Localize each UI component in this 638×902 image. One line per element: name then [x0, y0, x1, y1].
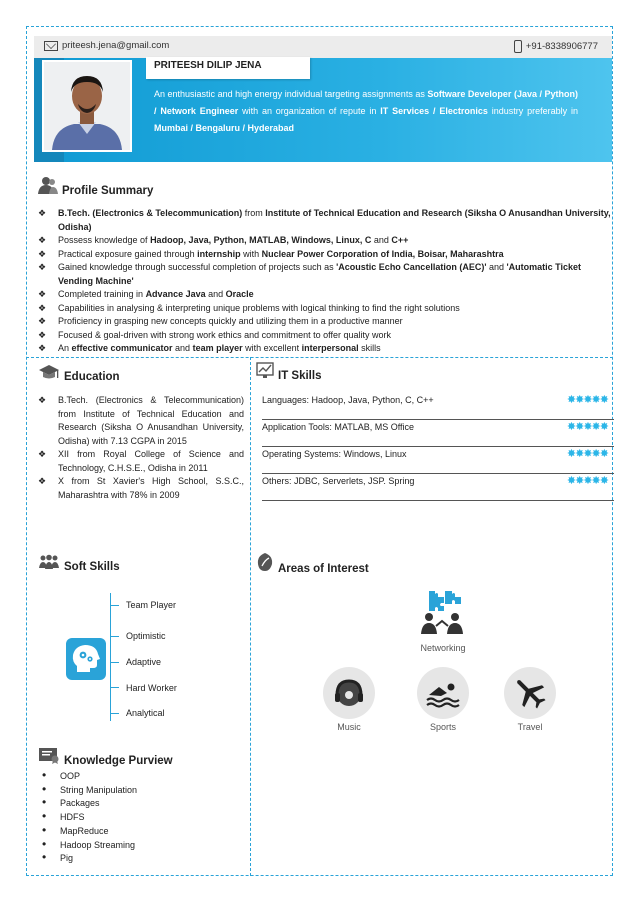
knowledge-item: • Pig: [40, 852, 137, 866]
graduation-cap-icon: [38, 364, 60, 383]
soft-skill-item: Team Player: [126, 600, 177, 610]
summary-item: ❖ B.Tech. (Electronics & Telecommunication) from Institute of Technical Education and Research (Siksha O Anusandhan University, Odisha): [36, 207, 618, 234]
skill-rating-stars: ✸✸✸✸✸: [566, 421, 608, 433]
mobile-phone-icon: [514, 40, 522, 53]
certificate-icon: [38, 747, 60, 767]
soft-skills-heading: [38, 554, 120, 573]
networking-icon: [416, 588, 468, 636]
skill-rating-stars: ✸✸✸✸✸: [566, 448, 608, 460]
summary-item: ❖ Completed training in Advance Java and Oracle: [36, 288, 618, 302]
profile-summary-list: [36, 207, 618, 356]
section-divider: [26, 357, 613, 358]
soft-skills-title: Soft Skills: [64, 561, 120, 573]
it-skill-row: [262, 420, 614, 447]
knowledge-item: • Packages: [40, 797, 137, 811]
interest-label-sports: Sports: [429, 722, 456, 732]
profile-summary-heading: [38, 176, 153, 197]
summary-item: ❖ An effective communicator and team player with excellent interpersonal skills: [36, 342, 618, 356]
soft-skill-item: Hard Worker: [126, 683, 177, 693]
interests-title: Areas of Interest: [278, 563, 369, 575]
contact-bar: [34, 36, 612, 58]
knowledge-heading: [38, 747, 173, 767]
phone-text: +91-8338906777: [525, 41, 598, 52]
it-skill-row: [262, 474, 614, 501]
interest-label-travel: Travel: [517, 722, 543, 732]
education-title: Education: [64, 371, 120, 383]
knowledge-title: Knowledge Purview: [64, 755, 173, 767]
soft-skill-item: Analytical: [126, 708, 165, 718]
column-divider: [250, 357, 251, 876]
summary-item: ❖ Capabilities in analysing & interpreting unique problems with logical thinking to find the right solutions: [36, 302, 618, 316]
it-skill-row: [262, 393, 614, 420]
knowledge-list: [40, 770, 137, 866]
summary-item: ❖ Gained knowledge through successful completion of projects such as 'Acoustic Echo Cancellation (AEC)' and 'Automatic Ticket Vending Machine': [36, 261, 618, 288]
knowledge-item: • MapReduce: [40, 825, 137, 839]
skill-rating-stars: ✸✸✸✸✸: [566, 394, 608, 406]
interests-heading: [256, 552, 369, 575]
soft-skill-item: Optimistic: [126, 631, 166, 641]
summary-item: ❖ Proficiency in grasping new concepts quickly and utilizing them in a productive manner: [36, 315, 618, 329]
knowledge-item: • Hadoop Streaming: [40, 839, 137, 853]
it-skills-title: IT Skills: [278, 370, 322, 382]
education-list: [38, 394, 244, 502]
interest-label-music: Music: [337, 722, 361, 732]
sports-circle: [417, 667, 469, 719]
summary-item: ❖ Focused & goal-driven with strong work ethics and commitment to offer quality work: [36, 329, 618, 343]
chart-monitor-icon: [256, 362, 274, 382]
it-skill-label: Languages: Hadoop, Java, Python, C, C++: [262, 395, 434, 405]
education-item: ❖ X from St Xavier's High School, S.S.C., Maharashtra with 78% in 2009: [38, 475, 244, 502]
education-item: ❖ XII from Royal College of Science and Technology, C.H.S.E., Odisha in 2011: [38, 448, 244, 475]
soft-skill-item: Adaptive: [126, 657, 162, 667]
airplane-icon: [504, 667, 556, 719]
swimmer-icon: [417, 667, 469, 719]
profile-photo: [42, 60, 132, 152]
education-heading: [38, 364, 120, 383]
education-item: ❖ B.Tech. (Electronics & Telecommunication) from Institute of Technical Education and Research (Siksha O Anusandhan University, Odisha) with 7.13 CGPA in 2015: [38, 394, 244, 448]
summary-item: ❖ Possess knowledge of Hadoop, Java, Python, MATLAB, Windows, Linux, C and C++: [36, 234, 618, 248]
headphones-icon: [323, 667, 375, 719]
team-icon: [38, 554, 60, 573]
email-contact[interactable]: [44, 40, 169, 51]
it-skills-heading: [256, 362, 321, 382]
name-box: [146, 57, 310, 79]
knowledge-item: • String Manipulation: [40, 784, 137, 798]
leaf-badge-icon: [256, 552, 274, 575]
soft-skills-connector: [110, 593, 122, 721]
it-skill-label: Operating Systems: Windows, Linux: [262, 449, 407, 459]
email-text: priteesh.jena@gmail.com: [62, 40, 170, 51]
music-circle: [323, 667, 375, 719]
candidate-name: PRITEESH DILIP JENA: [154, 60, 262, 71]
knowledge-item: • HDFS: [40, 811, 137, 825]
skill-rating-stars: ✸✸✸✸✸: [566, 475, 608, 487]
profile-summary-title: Profile Summary: [62, 185, 154, 197]
travel-circle: [504, 667, 556, 719]
it-skill-row: [262, 447, 614, 474]
it-skill-label: Others: JDBC, Serverlets, JSP. Spring: [262, 476, 415, 486]
brain-gears-icon: [66, 638, 106, 680]
knowledge-item: • OOP: [40, 770, 137, 784]
summary-item: ❖ Practical exposure gained through internship with Nuclear Power Corporation of India, Boisar, Maharashtra: [36, 248, 618, 262]
phone-contact[interactable]: [514, 40, 598, 53]
career-objective: An enthusiastic and high energy individual targeting assignments as Software Developer (Java / Python) / Network Engineer with an organization of repute in IT Services / Electronics industry preferably in Mumbai / Bengaluru / Hyderabad: [154, 89, 579, 133]
person-icon: [38, 176, 58, 197]
interest-label-networking: Networking: [420, 643, 466, 653]
it-skill-label: Application Tools: MATLAB, MS Office: [262, 422, 415, 432]
envelope-icon: [44, 41, 58, 51]
